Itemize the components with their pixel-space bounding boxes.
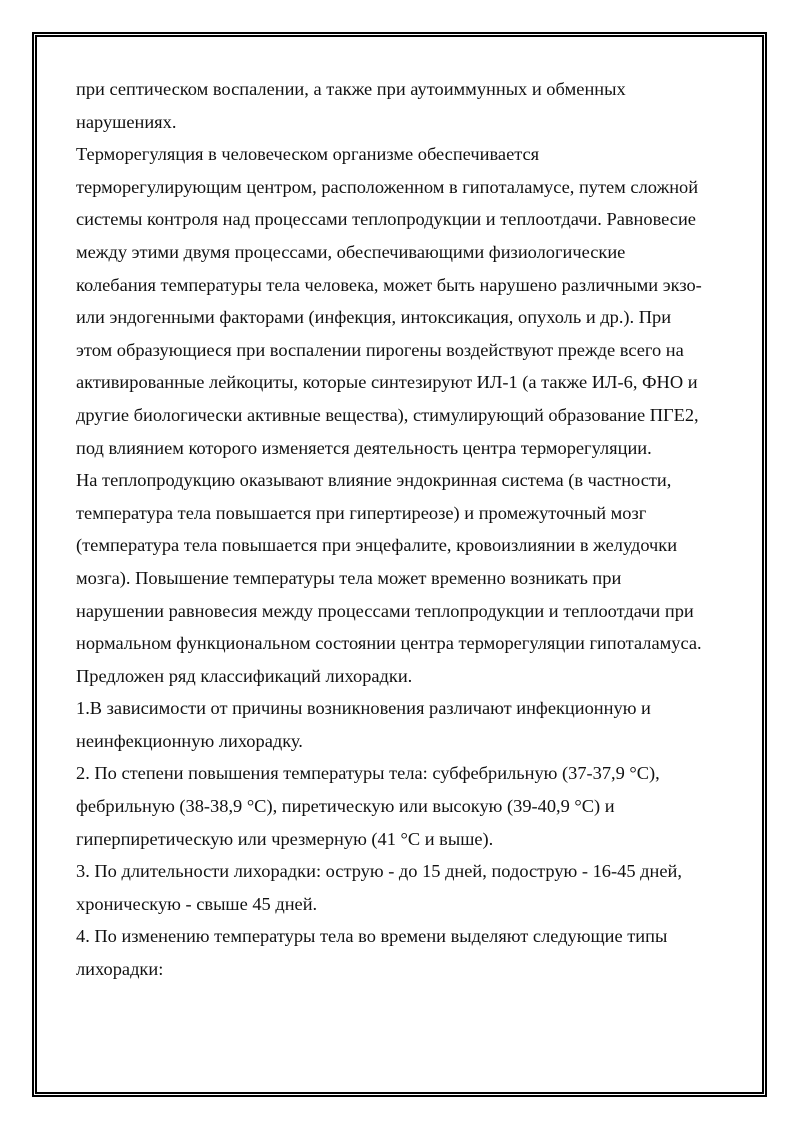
text-line: На теплопродукцию оказывают влияние эндокринная система (в частности, bbox=[76, 470, 672, 491]
text-line: мозга). Повышение температуры тела может временно возникать при bbox=[76, 567, 622, 588]
list-item bbox=[76, 855, 731, 920]
text-line: фебрильную (38-38,9 °С), пиретическую или высокую (39-40,9 °С) и bbox=[76, 796, 615, 817]
text-line: 2. По степени повышения температуры тела: субфебрильную (37-37,9 °С), bbox=[76, 763, 660, 784]
text-line: при септическом воспалении, а также при аутоиммунных и обменных bbox=[76, 79, 626, 99]
text-line: этом образующиеся при воспалении пирогены воздействуют прежде всего на bbox=[76, 339, 684, 360]
text-line: лихорадки: bbox=[76, 959, 164, 980]
text-line: нормальном функциональном состоянии центра терморегуляции гипоталамуса. bbox=[76, 633, 702, 654]
text-line: гиперпиретическую или чрезмерную (41 °С и выше). bbox=[76, 828, 494, 849]
text-line: нарушениях. bbox=[76, 111, 177, 132]
text-line: (температура тела повышается при энцефалите, кровоизлиянии в желудочки bbox=[76, 535, 678, 556]
text-line: 3. По длительности лихорадки: острую - до 15 дней, подострую - 16-45 дней, bbox=[76, 861, 682, 882]
text-line: терморегулирующим центром, расположенном в гипоталамусе, путем сложной bbox=[76, 176, 699, 197]
text-line: Предложен ряд классификаций лихорадки. bbox=[76, 665, 413, 686]
text-line: нарушении равновесия между процессами теплопродукции и теплоотдачи при bbox=[76, 600, 694, 621]
list-item bbox=[76, 692, 731, 757]
text-line: другие биологически активные вещества), стимулирующий образование ПГЕ2, bbox=[76, 404, 699, 425]
text-line: системы контроля над процессами теплопродукции и теплоотдачи. Равновесие bbox=[76, 209, 696, 230]
text-line: Терморегуляция в человеческом организме обеспечивается bbox=[76, 144, 540, 165]
list-item bbox=[76, 920, 731, 985]
text-line: активированные лейкоциты, которые синтезируют ИЛ-1 (а также ИЛ-6, ФНО и bbox=[76, 372, 698, 393]
list-item bbox=[76, 757, 731, 855]
text-line: неинфекционную лихорадку. bbox=[76, 730, 303, 751]
text-line: температура тела повышается при гипертиреозе) и промежуточный мозг bbox=[76, 502, 647, 523]
text-line: или эндогенными факторами (инфекция, интоксикация, опухоль и др.). При bbox=[76, 307, 672, 328]
text-line: колебания температуры тела человека, может быть нарушено различными экзо- bbox=[76, 274, 702, 295]
paragraph bbox=[76, 73, 731, 138]
text-line: 4. По изменению температуры тела во времени выделяют следующие типы bbox=[76, 926, 668, 947]
text-line: между этими двумя процессами, обеспечивающими физиологические bbox=[76, 241, 626, 262]
paragraph bbox=[76, 464, 731, 660]
text-line: под влиянием которого изменяется деятельность центра терморегуляции. bbox=[76, 437, 652, 458]
paragraph bbox=[76, 660, 731, 693]
paragraph bbox=[76, 138, 731, 464]
text-line: 1.В зависимости от причины возникновения различают инфекционную и bbox=[76, 698, 651, 719]
text-line: хроническую - свыше 45 дней. bbox=[76, 893, 318, 914]
document-body bbox=[76, 73, 731, 986]
